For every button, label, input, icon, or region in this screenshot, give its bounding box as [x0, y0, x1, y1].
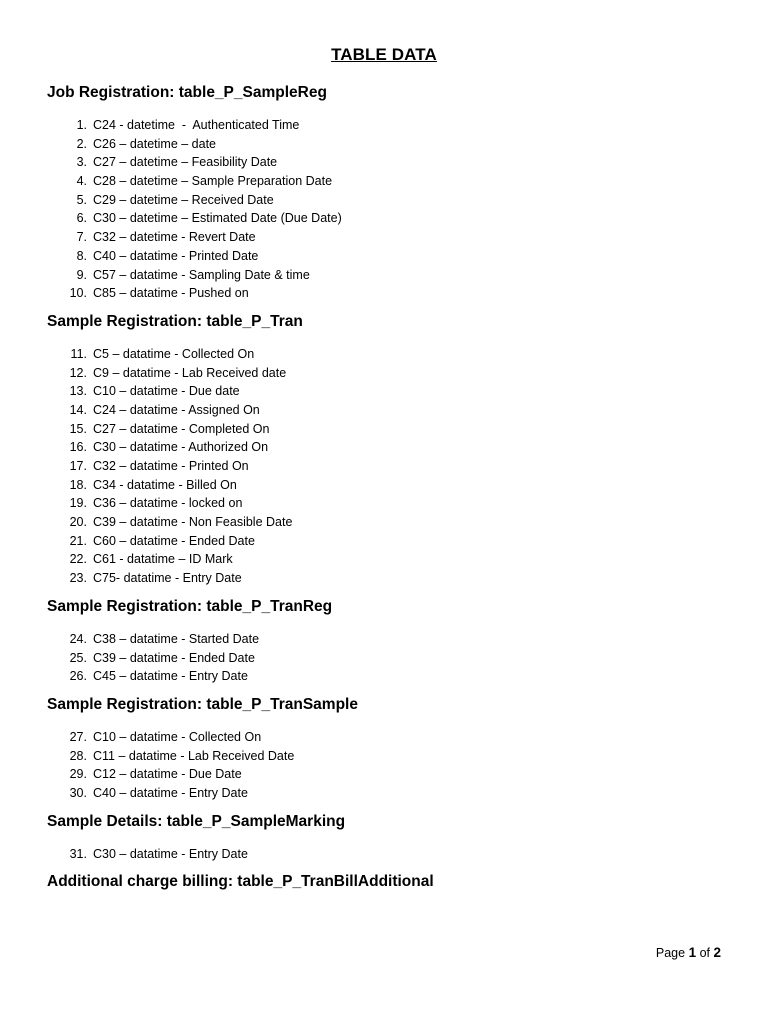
list-item-text: C40 – datatime - Entry Date [93, 785, 248, 800]
list-item-text: C60 – datatime - Ended Date [93, 533, 255, 548]
section [47, 311, 737, 588]
list-item [47, 228, 737, 247]
list-item-text: C32 – datatime - Printed On [93, 459, 249, 473]
list-item-number: 1. [76, 118, 87, 132]
list-item [47, 728, 737, 747]
list-item-number: 31. [69, 846, 87, 861]
section [47, 694, 737, 803]
list-item-number: 17. [69, 459, 87, 473]
list-item-text: C57 – datatime - Sampling Date & time [93, 267, 310, 282]
list-item-text: C39 – datatime - Non Feasible Date [93, 515, 293, 530]
list-item-text: C34 - datatime - Billed On [93, 477, 237, 492]
list-item-text: C30 – datetime – Estimated Date (Due Date) [93, 211, 342, 226]
list-item-text: C5 – datatime - Collected On [93, 346, 255, 361]
list-item-number: 14. [69, 402, 87, 417]
list-item [47, 550, 737, 569]
list-item-number: 5. [76, 192, 87, 207]
section-heading: Additional charge billing: table_P_TranBillAdditional [47, 873, 434, 891]
list-item-number: 6. [76, 211, 87, 226]
list-item [47, 266, 737, 285]
list-item [47, 457, 737, 476]
list-item [47, 747, 737, 766]
list-item [47, 116, 737, 135]
section [47, 871, 737, 893]
list-item-text: C36 – datatime - locked on [93, 496, 243, 511]
list-item-number: 21. [69, 533, 87, 548]
list-item [47, 667, 737, 686]
list-item [47, 630, 737, 649]
list-item-number: 23. [69, 571, 87, 586]
section-heading: Sample Registration: table_P_Tran [47, 312, 303, 330]
list-item [47, 438, 737, 457]
list-item-number: 19. [69, 496, 87, 511]
list-item [47, 765, 737, 784]
list-item-number: 18. [69, 477, 87, 492]
list-item [47, 845, 737, 864]
numbered-list [47, 728, 737, 803]
list-item-number: 9. [76, 267, 87, 282]
list-item [47, 135, 737, 154]
list-item [47, 345, 737, 364]
list-item-number: 29. [69, 767, 87, 782]
list-item-text: C39 – datatime - Ended Date [93, 650, 255, 665]
list-item-text: C27 – datatime - Completed On [93, 421, 270, 436]
section-heading: Sample Details: table_P_SampleMarking [47, 812, 346, 830]
list-item-number: 22. [69, 552, 87, 567]
page-number: 1 [688, 945, 697, 960]
list-item-number: 11. [70, 346, 87, 361]
list-item [47, 247, 737, 266]
list-item-text: C12 – datatime - Due Date [93, 767, 242, 782]
list-item-number: 26. [69, 669, 87, 684]
list-item-number: 15. [69, 421, 87, 436]
list-item-number: 2. [76, 136, 87, 151]
list-item-text: C10 – datatime - Collected On [93, 729, 262, 744]
list-item-number: 8. [76, 248, 87, 263]
numbered-list [47, 630, 737, 686]
list-item [47, 401, 737, 420]
list-item [47, 513, 737, 532]
list-item-text: C29 – datetime – Received Date [93, 192, 274, 207]
list-item [47, 420, 737, 439]
section-heading: Sample Registration: table_P_TranReg [47, 597, 333, 615]
list-item-text: C75- datatime - Entry Date [93, 571, 242, 586]
section [47, 811, 737, 864]
of-label: of [699, 946, 710, 960]
numbered-list [47, 345, 737, 588]
list-item [47, 191, 737, 210]
section-heading: Job Registration: table_P_SampleReg [47, 84, 327, 101]
list-item-text: C32 – datetime - Revert Date [93, 230, 256, 245]
list-item-text: C9 – datatime - Lab Received date [93, 365, 287, 380]
list-item [47, 649, 737, 668]
list-item-number: 27. [69, 729, 87, 744]
list-item [47, 476, 737, 495]
list-item [47, 532, 737, 551]
list-item [47, 382, 737, 401]
list-item-number: 16. [69, 440, 87, 455]
list-item-number: 7. [76, 230, 87, 245]
list-item-text: C40 – datatime - Printed Date [93, 248, 259, 263]
list-item-text: C30 – datatime - Entry Date [93, 846, 248, 861]
list-item-text: C11 – datatime - Lab Received Date [93, 748, 295, 763]
page-label: Page [655, 946, 686, 960]
section [47, 82, 737, 303]
list-item [47, 364, 737, 383]
list-item-text: C10 – datatime - Due date [93, 384, 240, 399]
list-item-text: C30 – datatime - Authorized On [93, 440, 269, 455]
list-item [47, 153, 737, 172]
list-item-text: C28 – datetime – Sample Preparation Date [93, 174, 333, 189]
list-item [47, 284, 737, 303]
page-total: 2 [713, 945, 721, 960]
list-item-number: 24. [69, 631, 87, 646]
list-item-number: 28. [69, 748, 87, 763]
list-item-number: 3. [76, 155, 87, 170]
list-item-text: C85 – datatime - Pushed on [93, 286, 249, 301]
list-item-number: 13. [69, 384, 87, 399]
numbered-list [47, 845, 737, 864]
document-body [47, 82, 737, 905]
list-item-text: C27 – datetime – Feasibility Date [93, 155, 278, 170]
list-item-text: C24 – datatime - Assigned On [93, 402, 260, 417]
list-item [47, 494, 737, 513]
page-footer [656, 945, 721, 960]
list-item [47, 172, 737, 191]
list-item-number: 25. [69, 650, 87, 665]
list-item-number: 20. [69, 515, 87, 530]
list-item-number: 4. [76, 174, 87, 189]
numbered-list [47, 116, 737, 303]
list-item-text: C45 – datatime - Entry Date [93, 669, 248, 684]
list-item-text: C26 – datetime – date [93, 136, 216, 151]
section-heading: Sample Registration: table_P_TranSample [47, 695, 358, 713]
document-title: TABLE DATA [331, 45, 437, 64]
list-item [47, 569, 737, 588]
list-item-number: 12. [69, 365, 87, 380]
list-item-text: C61 - datatime – ID Mark [93, 552, 233, 567]
list-item-text: C24 - datetime - Authenticated Time [93, 118, 300, 132]
list-item-number: 10. [69, 286, 87, 301]
list-item-number: 30. [69, 785, 87, 800]
section [47, 596, 737, 686]
list-item [47, 784, 737, 803]
list-item [47, 209, 737, 228]
list-item-text: C38 – datatime - Started Date [93, 631, 260, 646]
